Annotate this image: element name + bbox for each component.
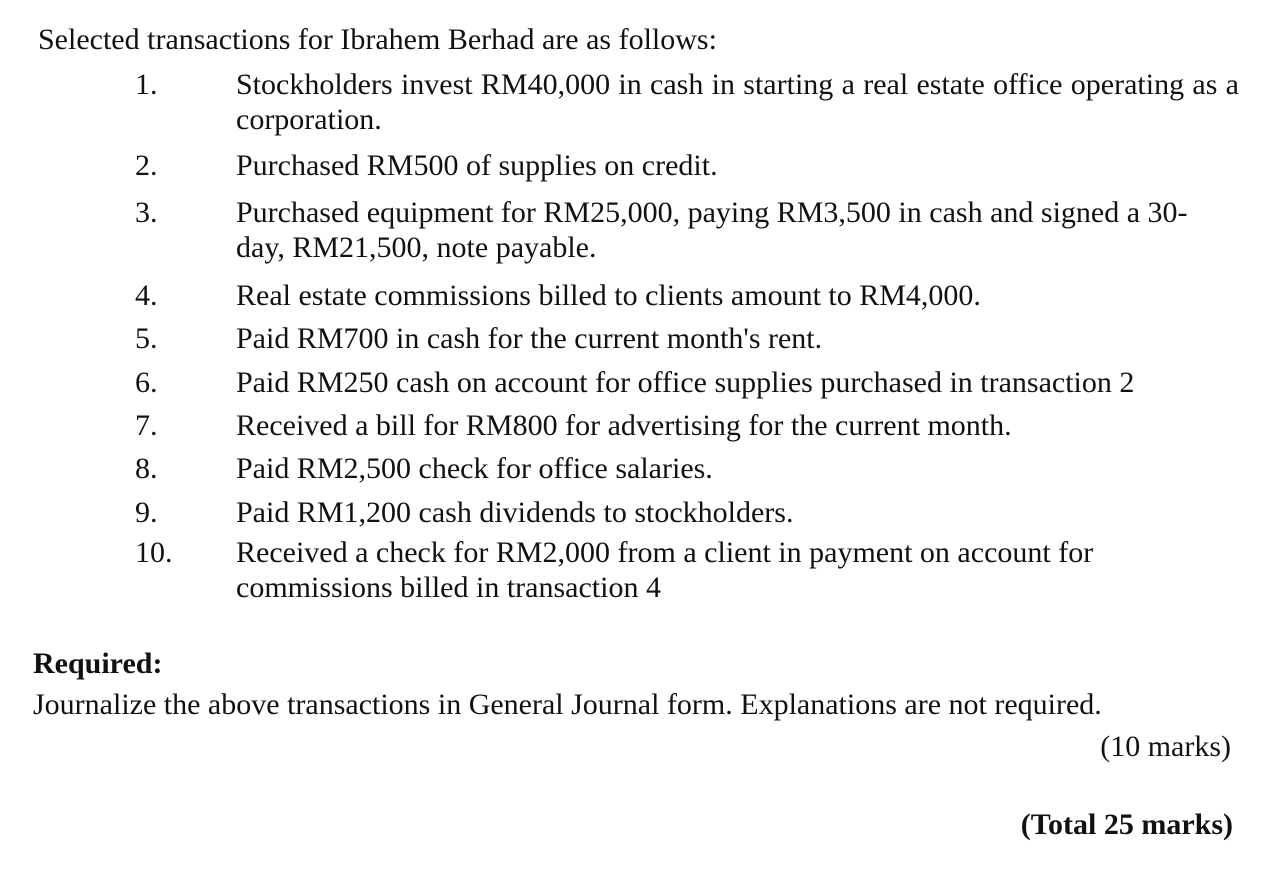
transaction-number: 2. [135, 149, 158, 182]
transaction-text: Paid RM700 in cash for the current month's rent. [236, 322, 823, 355]
transaction-number: 10. [135, 536, 173, 569]
total-marks-label: (Total 25 marks) [1020, 808, 1233, 841]
intro-text: Selected transactions for Ibrahem Berhad are as follows: [38, 23, 717, 56]
transaction-number: 3. [135, 196, 158, 229]
transaction-number: 5. [135, 322, 158, 355]
transaction-number: 8. [135, 452, 158, 485]
transaction-text: Paid RM1,200 cash dividends to stockholders. [236, 496, 794, 529]
transaction-number: 6. [135, 366, 158, 399]
transaction-number: 4. [135, 279, 158, 312]
transaction-text: Received a check for RM2,000 from a client in payment on account for commissions billed in transaction 4 [236, 536, 1094, 605]
required-text: Journalize the above transactions in General Journal form. Explanations are not required. [33, 688, 1102, 721]
transaction-text: Real estate commissions billed to clients amount to RM4,000. [236, 279, 981, 312]
transaction-text: Paid RM2,500 check for office salaries. [236, 452, 713, 485]
required-heading: Required: [33, 647, 163, 680]
transaction-number: 1. [135, 68, 158, 101]
transaction-number: 9. [135, 496, 158, 529]
transaction-text: Paid RM250 cash on account for office supplies purchased in transaction 2 [236, 366, 1135, 399]
transaction-number: 7. [135, 409, 158, 442]
transaction-text: Purchased RM500 of supplies on credit. [236, 149, 718, 182]
transaction-text: Purchased equipment for RM25,000, paying RM3,500 in cash and signed a 30- day, RM21,500, note payable. [236, 196, 1188, 265]
transaction-text: Stockholders invest RM40,000 in cash in starting a real estate office operating as a corporation. [236, 68, 1239, 137]
marks-label: (10 marks) [1100, 730, 1231, 763]
transaction-text: Received a bill for RM800 for advertising for the current month. [236, 409, 1012, 442]
